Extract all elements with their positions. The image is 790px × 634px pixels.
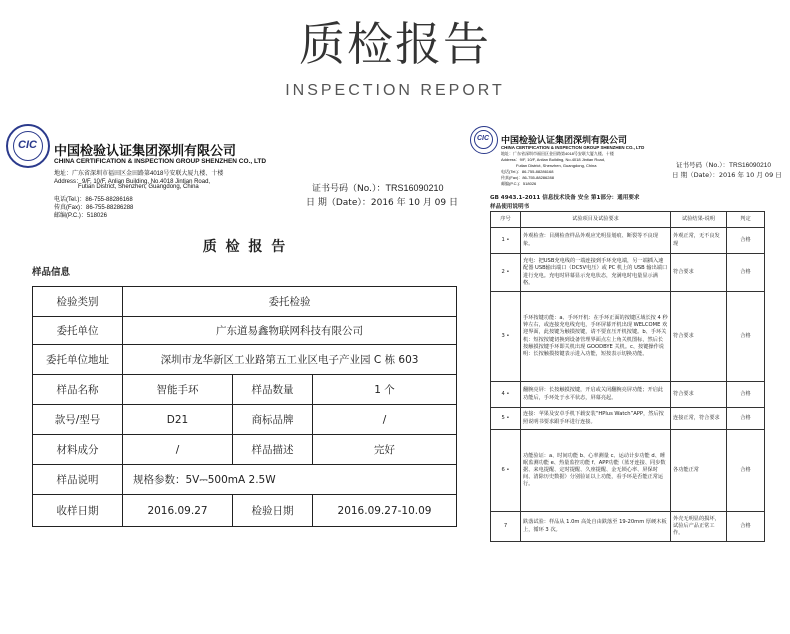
row-item: 跌落试验：样品从 1.0m 高处自由跌落至 19-20mm 厚硬木板上，循环 3 次。 [521,512,671,542]
company-address-1: 地址：广东省深圳市福田区金田路第4018号安联大厦九楼、十楼 [54,171,224,177]
row-label: 委托单位地址 [33,345,123,375]
company-postcode: 邮编(P.C.)：518026 [54,213,107,219]
cic-logo-small [470,126,498,154]
pair-label-2: 样品数量 [233,375,313,405]
cert-no-line [312,181,444,194]
pair-label-2: 商标品牌 [233,405,313,435]
row-verdict: 合格 [727,254,765,292]
row-result: 外观正常，无不良发现 [671,228,727,254]
cert-no-line-small [676,160,771,169]
company-fax-small: 传真(Fax)：86-755-88286288 [501,175,554,180]
row-verdict: 合格 [727,382,765,408]
row-item: 外观检查：目测检查样品外观应光明显划痕、断裂等不良现象。 [521,228,671,254]
logo-text-small: CIC [477,135,490,142]
row-verdict: 合格 [727,228,765,254]
company-fax: 传真(Fax)：86-755-88286288 [54,205,134,211]
company-address-2: Address：9/F, 10/F, Anlian Building, No.4018 Jintian Road, [54,179,211,185]
pair-label-1: 材料成分 [33,435,123,465]
row-verdict: 合格 [727,512,765,542]
row-no: 4 • [491,382,521,408]
pair-label-2: 样品描述 [233,435,313,465]
pair-value-1: D21 [123,405,233,435]
manual-heading: 样品使用说明书 [490,204,530,210]
row-verdict: 合格 [727,408,765,430]
row-no: 7 [491,512,521,542]
row-result: 符合要求 [671,254,727,292]
row-no: 5 • [491,408,521,430]
date-label-small: 日 期（Date）： [672,171,719,179]
row-label: 检验类别 [33,287,123,317]
pair-value-2: / [313,405,457,435]
standard-line: GB 4943.1-2011 信息技术设备 安全 第1部分：通用要求 [490,195,640,201]
row-item: 充电：把USB充电线的一端连接到手环充电端，另一端插入速配器 USB输出端口（DC5V电压）或 PC 机上的 USB 输出端口进行充电。充电时屏幕显示充电状态，充满电时电量显示满格。 [521,254,671,292]
date-line-small [672,170,782,179]
header-title: 质检报告 [299,17,491,71]
col-header-no: 序号 [491,212,521,228]
row-item: 功能验证：a、时间功能 b、心率测量 c、运动计步功能 d、睡眠监测功能 e、热量监控功能 f、APP功能（蓝牙连接、同步数据、来电提醒、定时提醒、久座提醒、金无锁心率、屏保时间、清除历史数据）分别验证以上功能，看手环是否能正常运行。 [521,430,671,512]
test-date-label: 检验日期 [233,495,313,527]
date-line [306,195,458,208]
company-tel-small: 电话(Tel.)：86-755-88286168 [501,169,554,174]
date-value-small: 2016 年 10 月 09 日 [718,171,782,179]
row-item: 翻腕亮屏：长按触摸按键，开启或关闭翻腕亮屏功能；开启此功能后，手环处于水平状态，屏幕亮起。 [521,382,671,408]
date-label: 日 期（Date）： [306,198,371,208]
company-tel: 电话(Tel.)：86-755-88286168 [54,197,133,203]
row-no: 1 • [491,228,521,254]
cert-no-label-small: 证书号码（No.）： [676,161,730,169]
header-subtitle: INSPECTION REPORT [285,82,505,99]
row-verdict: 合格 [727,430,765,512]
sample-info-heading: 样品信息 [32,267,71,278]
row-no: 3 • [491,292,521,382]
pair-value-1: 智能手环 [123,375,233,405]
cert-no-value-small: TRS16090210 [729,162,771,169]
row-value: 委托检验 [123,287,457,317]
row-result: 外壳无明显的损坏，试验后产品正常工作。 [671,512,727,542]
row-no: 6 • [491,430,521,512]
company-name-cn: 中国检验认证集团深圳有限公司 [54,144,237,159]
row-item: 连接：苹果及安卓手机下载安装“HPlus Watch”APP，然后按照说明书要求跟手环进行连接。 [521,408,671,430]
test-date-value: 2016.09.27-10.09 [313,495,457,527]
cic-logo [6,124,50,168]
company-address-3: Futian District, Shenzhen, Guangdong, China [78,184,199,190]
date-value: 2016 年 10 月 09 日 [370,198,458,208]
company-name-cn-small: 中国检验认证集团深圳有限公司 [501,136,628,146]
row-value: 深圳市龙华新区工业路第五工业区电子产业园 C 栋 603 [123,345,457,375]
row-verdict: 合格 [727,292,765,382]
company-address-2-small: Address：9/F, 10/F, Anlian Building, No.4018 Jintian Road, [501,157,606,162]
company-name-en: CHINA CERTIFICATION & INSPECTION GROUP SHENZHEN CO., LTD [54,158,267,165]
row-item: 手环按键功能：a、手环开机：在手环正面的按键区域长按 4 秒钟左右，或连接充电线充电，手环屏幕开机出现 WELCOME 欢迎界面，此按键为触摸按键，请不要直压开机按键。b、手环关机：短按按键切换到设备管理界面点左上角关机图标，然后长按触摸按键手环即关机出现 GOODBYE 关机。c、按键操作说明：长按触摸按键表示进入功能，短按表示切换功能。 [521,292,671,382]
row-result: 连接正常，符合要求 [671,408,727,430]
test-items-table [490,211,765,542]
cert-no-label: 证书号码（No.）： [312,184,386,194]
row-no: 2 • [491,254,521,292]
received-label: 收样日期 [33,495,123,527]
spec-value: 规格参数：5V⎓500mA 2.5W [123,465,457,495]
col-header-item: 试验项目及试验要求 [521,212,671,228]
row-result: 符合要求 [671,292,727,382]
row-value: 广东道易鑫物联网科技有限公司 [123,317,457,345]
company-name-en-small: CHINA CERTIFICATION & INSPECTION GROUP SHENZHEN CO., LTD [501,145,645,150]
pair-value-1: / [123,435,233,465]
row-label: 委托单位 [33,317,123,345]
row-result: 符合要求 [671,382,727,408]
company-postcode-small: 邮编(P.C.)：518026 [501,181,537,186]
pair-label-1: 样品名称 [33,375,123,405]
report-title: 质 检 报 告 [202,239,288,255]
company-address-1-small: 地址：广东省深圳市福田区金田路第4018号安联大厦九楼、十楼 [501,151,614,156]
pair-label-1: 款号/型号 [33,405,123,435]
row-result: 各功能正常 [671,430,727,512]
received-value: 2016.09.27 [123,495,233,527]
cert-no-value: TRS16090210 [385,183,444,193]
sample-info-table [32,286,457,527]
company-address-3-small: Futian District, Shenzhen, Guangdong, China [516,163,597,168]
logo-text: CIC [18,139,37,151]
spec-label: 样品说明 [33,465,123,495]
pair-value-2: 1 个 [313,375,457,405]
col-header-result: 试验结果-说明 [671,212,727,228]
col-header-verdict: 判定 [727,212,765,228]
pair-value-2: 完好 [313,435,457,465]
